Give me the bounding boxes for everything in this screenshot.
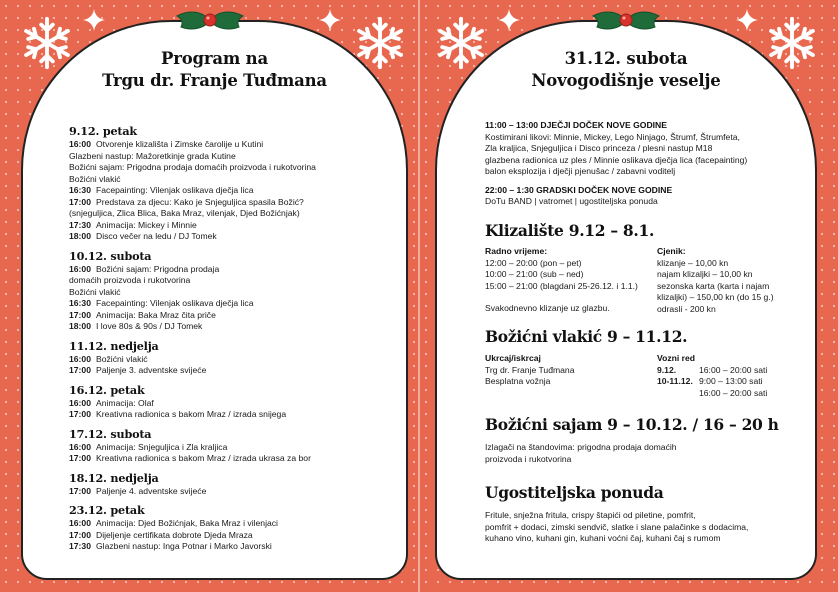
program-event — [69, 197, 392, 209]
new-year-title-line-1: 31.12. subota — [564, 49, 688, 68]
program-event — [69, 518, 392, 530]
program-event — [69, 139, 392, 151]
program-event — [69, 208, 392, 220]
program-day-title: 9.12. petak — [69, 124, 137, 138]
train-stop-label: Ukrcaj/iskrcaj — [485, 353, 541, 363]
program-event-time: 17:00 — [69, 529, 91, 540]
snowflake-icon — [763, 14, 821, 72]
program-event-text: Facepainting: Vilenjak oslikava dječja lica — [96, 298, 254, 308]
rink-hours-line: 15:00 – 21:00 (blagdani 25-26.12. i 1.1.) — [485, 280, 638, 291]
program-event-text: Animacija: Snjeguljica i Zla kraljica — [96, 441, 228, 452]
program-day-title: 16.12. petak — [69, 382, 145, 397]
program-event-text: Animacija: Djed Božićnjak, Baka Mraz i vilenjaci — [96, 518, 278, 528]
program-event — [69, 442, 392, 454]
snowflake-icon — [18, 14, 76, 72]
program-event-text: Animacija: Mickey i Minnie — [96, 219, 197, 230]
rink-hours-line: 10:00 – 21:00 (sub – ned) — [485, 269, 584, 279]
kids-line: Zla kraljica, Snjeguljica i Disco princeza / plesni nastup M18 — [485, 143, 713, 153]
sparkle-icon — [497, 8, 521, 32]
train-schedule-row — [657, 388, 767, 400]
program-event — [69, 231, 392, 243]
fair-line: proizvoda i rukotvorina — [485, 453, 572, 464]
kids-new-year-heading: 11:00 – 13:00 DJEČJI DOČEK NOVE GODINE — [485, 120, 667, 130]
train-schedule-time: 16:00 – 20:00 sati — [699, 364, 768, 375]
rink-price-line: klizanje – 10,00 kn — [657, 257, 729, 268]
sparkle-icon — [735, 8, 759, 32]
program-event — [69, 354, 392, 366]
program-event — [69, 220, 392, 232]
food-line: pomfrit + dodaci, zimski sendvič, slatke i slane palačinke s dodacima, — [485, 521, 749, 532]
program-event — [69, 409, 392, 421]
program-day-title: 11.12. nedjelja — [69, 338, 159, 353]
train-schedule-row — [657, 376, 767, 388]
holly-icon — [590, 8, 662, 34]
rink-hours — [485, 246, 638, 315]
rink-hours-label: Radno vrijeme: — [485, 246, 548, 256]
fair-section — [485, 415, 805, 465]
kids-line: balon eksplozija i dječji pjenušac / zabavni voditelj — [485, 166, 676, 176]
program-event-time: 17:30 — [69, 219, 91, 230]
fair-heading: Božićni sajam 9 – 10.12. / 16 – 20 h — [485, 415, 779, 434]
program-event-time: 16:00 — [69, 139, 91, 149]
program-event-time: 17:00 — [69, 409, 91, 419]
program-event-time: 16:30 — [69, 298, 91, 308]
program-event-text: Božićni vlakić — [96, 353, 148, 364]
program-event — [69, 310, 392, 322]
new-year-title — [437, 48, 815, 92]
rink-heading: Klizalište 9.12 – 8.1. — [485, 221, 655, 240]
program-event-text: Facepainting: Vilenjak oslikava dječja lica — [96, 185, 254, 195]
program-event — [69, 162, 392, 174]
program-event — [69, 453, 392, 465]
train-schedule-time: 16:00 – 20:00 sati — [699, 387, 768, 398]
train-stop — [485, 353, 574, 388]
program-event — [69, 287, 392, 299]
train-stop-line: Trg dr. Franje Tuđmana — [485, 364, 575, 375]
program-event — [69, 275, 392, 287]
program-day-title: 17.12. subota — [69, 426, 152, 441]
program-event-time: 18:00 — [69, 321, 91, 331]
program-event-time: 17:00 — [69, 485, 91, 496]
program-event — [69, 321, 392, 333]
snowflake-icon — [432, 14, 490, 72]
program-day — [69, 124, 392, 243]
program-event-text: Otvorenje klizališta i Zimske čarolije u Kutini — [96, 139, 264, 149]
rink-price-line: sezonska karta (karta i najam — [657, 280, 770, 291]
food-line: kuhano vino, kuhani gin, kuhani voćni čaj, kuhani čaj s rumom — [485, 533, 721, 543]
program-day — [69, 339, 392, 377]
program-event — [69, 298, 392, 310]
program-title-line-1: Program na — [161, 49, 268, 68]
rink-note: Svakodnevno klizanje uz glazbu. — [485, 303, 610, 313]
rink-price-label: Cjenik: — [657, 246, 686, 256]
train-schedule-row — [657, 365, 767, 377]
program-event-time: 16:30 — [69, 185, 91, 195]
program-event-time: 16:00 — [69, 397, 91, 408]
train-schedule-time: 9:00 – 13:00 sati — [699, 376, 763, 386]
program-event-text: Animacija: Olaf — [96, 397, 154, 408]
program-event-text: I love 80s & 90s / DJ Tomek — [96, 321, 203, 331]
rink-price-line: klizaljki) – 150,00 kn (do 15 g.) — [657, 292, 774, 302]
program-title — [23, 48, 406, 92]
food-section — [485, 483, 805, 545]
program-event-text: Predstava za djecu: Kako je Snjeguljica spasila Božić? — [96, 196, 304, 207]
program-title-line-2: Trgu dr. Franje Tuđmana — [102, 71, 327, 90]
rink-price-line: najam klizaljki – 10,00 kn — [657, 269, 753, 279]
train-heading: Božićni vlakić 9 – 11.12. — [485, 327, 688, 346]
program-event-text: Dijeljenje certifikata dobrote Djeda Mraza — [96, 529, 253, 540]
program-event — [69, 174, 392, 186]
program-event — [69, 486, 392, 498]
new-year-panel — [435, 20, 817, 580]
sparkle-icon — [318, 8, 342, 32]
program-event-text: Animacija: Baka Mraz čita priče — [96, 309, 216, 320]
food-heading: Ugostiteljska ponuda — [485, 483, 664, 502]
program-day-title: 10.12. subota — [69, 248, 152, 263]
snowflake-icon — [351, 14, 409, 72]
kids-new-year-section — [485, 120, 805, 208]
program-event — [69, 365, 392, 377]
train-stop-line: Besplatna vožnja — [485, 376, 551, 386]
page-fold — [418, 0, 420, 592]
program-event — [69, 185, 392, 197]
program-event — [69, 264, 392, 276]
program-day — [69, 383, 392, 421]
program-event-text: Božićni vlakić — [69, 286, 121, 297]
sparkle-icon — [82, 8, 106, 32]
program-event-time: 16:00 — [69, 353, 91, 364]
program-event-text: Božićni vlakić — [69, 173, 121, 184]
program-event-text: Božićni sajam: Prigodna prodaja domaćih proizvoda i rukotvorina — [69, 162, 316, 172]
program-event-time: 17:00 — [69, 196, 91, 207]
program-event-text: (snjeguljica, Zlica Blica, Baka Mraz, vilenjak, Djed Božićnjak) — [69, 208, 300, 218]
program-day — [69, 503, 392, 553]
program-event-text: Božićni sajam: Prigodna prodaja — [96, 263, 220, 274]
kids-line: Kostimirani likovi: Minnie, Mickey, Lego Ninjago, Štrumf, Štrumfeta, — [485, 131, 740, 142]
program-event — [69, 151, 392, 163]
program-event-text: Kreativna radionica s bakom Mraz / izrada ukrasa za bor — [96, 453, 311, 463]
program-event-time: 16:00 — [69, 441, 91, 452]
rink-price-line: odrasli - 200 kn — [657, 303, 716, 314]
city-new-year-heading: 22:00 – 1:30 GRADSKI DOČEK NOVE GODINE — [485, 184, 673, 195]
kids-line: glazbena radionica uz ples / Minnie oslikava dječja lica (facepainting) — [485, 154, 748, 165]
program-event-time: 16:00 — [69, 518, 91, 528]
program-event-time: 17:00 — [69, 365, 91, 375]
train-schedule — [657, 353, 767, 399]
new-year-title-line-2: Novogodišnje veselje — [531, 71, 721, 90]
program-event-time: 17:00 — [69, 453, 91, 463]
program-event-time: 16:00 — [69, 263, 91, 274]
program-panel — [21, 20, 408, 580]
train-schedule-date: 10-11.12. — [657, 376, 693, 386]
program-event-time: 18:00 — [69, 231, 91, 241]
program-event-text: Glazbeni nastup: Mažoretkinje grada Kutine — [69, 150, 236, 161]
program-day — [69, 427, 392, 465]
rink-prices — [657, 246, 774, 315]
program-day — [69, 249, 392, 333]
program-day-title: 23.12. petak — [69, 503, 145, 517]
fair-line: Izlagači na štandovima: prigodna prodaja domaćih — [485, 442, 677, 452]
program-event-text: Disco večer na ledu / DJ Tomek — [96, 231, 217, 241]
program-event-text: domaćih proizvoda i rukotvorina — [69, 275, 191, 285]
program-day-title: 18.12. nedjelja — [69, 470, 159, 485]
rink-hours-line: 12:00 – 20:00 (pon – pet) — [485, 257, 582, 268]
program-event-text: Paljenje 4. adventske svijeće — [96, 485, 207, 496]
program-event-time: 17:00 — [69, 309, 91, 320]
program-day — [69, 471, 392, 498]
program-event — [69, 398, 392, 410]
program-event-time: 17:30 — [69, 541, 91, 551]
rink-section — [485, 221, 805, 336]
city-new-year-line: DoTu BAND | vatromet | ugostiteljska ponuda — [485, 196, 658, 206]
program-event-text: Glazbeni nastup: Inga Potnar i Marko Javorski — [96, 541, 272, 551]
program-event — [69, 530, 392, 542]
train-schedule-date: 9.12. — [657, 364, 677, 375]
program-list — [69, 124, 392, 559]
train-section — [485, 327, 805, 405]
holly-icon — [174, 8, 246, 34]
food-line: Fritule, snježna fritula, crispy štapići od piletine, pomfrit, — [485, 510, 696, 520]
train-schedule-label: Vozni red — [657, 353, 696, 363]
program-event-text: Kreativna radionica s bakom Mraz / izrada snijega — [96, 409, 287, 419]
program-event-text: Paljenje 3. adventske svijeće — [96, 365, 207, 375]
program-event — [69, 541, 392, 553]
